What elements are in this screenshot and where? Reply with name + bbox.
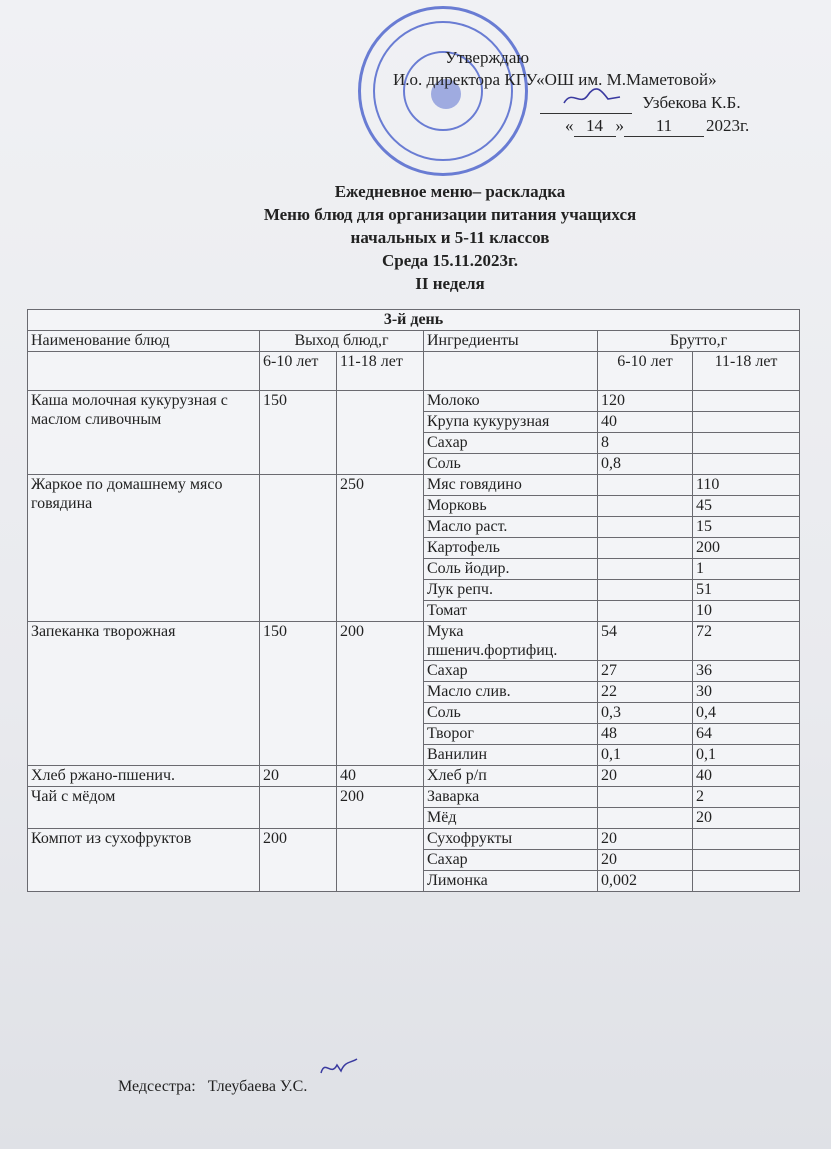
ingredient-name: Соль йодир.	[424, 559, 598, 580]
ingredient-name: Сахар	[424, 433, 598, 454]
age-header-row	[28, 352, 800, 391]
approval-signature-line	[540, 93, 741, 114]
header-output: Выход блюд,г	[260, 331, 424, 352]
header-brutto: Брутто,г	[598, 331, 800, 352]
director-signature-icon	[562, 87, 622, 109]
day-label: 3-й день	[28, 310, 800, 331]
ingredient-name: Сахар	[424, 661, 598, 682]
ingredient-name: Молоко	[424, 391, 598, 412]
header-ingredients: Ингредиенты	[424, 331, 598, 352]
title-line-4: Среда 15.11.2023г.	[381, 251, 519, 270]
dish-name: Хлеб ржано-пшенич.	[28, 766, 260, 787]
title-line-5: II неделя	[415, 274, 485, 293]
ingredient-name: Соль	[424, 703, 598, 724]
brutto-6-10: 120	[598, 391, 693, 412]
brutto-11-18: 2	[693, 787, 800, 808]
brutto-6-10: 0,3	[598, 703, 693, 724]
brutto-6-10	[598, 787, 693, 808]
ingredient-name: Крупа кукурузная	[424, 412, 598, 433]
brutto-11-18: 1	[693, 559, 800, 580]
ingredient-name: Лимонка	[424, 871, 598, 892]
brutto-6-10: 0,8	[598, 454, 693, 475]
brutto-6-10: 40	[598, 412, 693, 433]
dish-name: Каша молочная кукурузная с маслом сливочным	[28, 391, 260, 475]
brutto-11-18	[693, 391, 800, 412]
brutto-11-18: 40	[693, 766, 800, 787]
brutto-11-18: 15	[693, 517, 800, 538]
dish-output-11-18	[337, 829, 424, 892]
ingredient-name: Лук репч.	[424, 580, 598, 601]
brutto-11-18	[693, 433, 800, 454]
brutto-6-10	[598, 580, 693, 601]
dish-output-6-10: 20	[260, 766, 337, 787]
brutto-6-10: 0,1	[598, 745, 693, 766]
brutto-6-10: 20	[598, 829, 693, 850]
dish-output-11-18	[337, 391, 424, 475]
brutto-11-18: 64	[693, 724, 800, 745]
brutto-6-10: 0,002	[598, 871, 693, 892]
dish-output-6-10	[260, 475, 337, 622]
header-empty-dish	[28, 352, 260, 391]
document-title	[0, 180, 831, 295]
ingredient-name: Мяс говядино	[424, 475, 598, 496]
ingredient-name: Соль	[424, 454, 598, 475]
ingredient-name: Мука пшенич.фортифиц.	[424, 622, 598, 661]
dish-output-6-10: 200	[260, 829, 337, 892]
approval-date	[565, 116, 749, 137]
dish-output-6-10: 150	[260, 622, 337, 766]
header-brutto-11-18: 11-18 лет	[693, 352, 800, 391]
header-empty-ingredients	[424, 352, 598, 391]
brutto-6-10	[598, 601, 693, 622]
table-row	[28, 622, 800, 661]
brutto-11-18	[693, 871, 800, 892]
dish-output-11-18: 200	[337, 787, 424, 829]
brutto-6-10: 20	[598, 850, 693, 871]
dish-name: Запеканка творожная	[28, 622, 260, 766]
table-row	[28, 766, 800, 787]
brutto-11-18	[693, 454, 800, 475]
brutto-6-10	[598, 496, 693, 517]
ingredient-name: Томат	[424, 601, 598, 622]
brutto-11-18: 110	[693, 475, 800, 496]
title-line-1: Ежедневное меню– раскладка	[334, 182, 566, 201]
date-year: 2023г.	[706, 116, 750, 135]
table-row	[28, 475, 800, 496]
brutto-6-10: 8	[598, 433, 693, 454]
ingredient-name: Творог	[424, 724, 598, 745]
ingredient-name: Картофель	[424, 538, 598, 559]
brutto-6-10	[598, 517, 693, 538]
ingredient-name: Хлеб р/п	[424, 766, 598, 787]
dish-output-11-18: 250	[337, 475, 424, 622]
brutto-6-10	[598, 808, 693, 829]
header-age-6-10: 6-10 лет	[260, 352, 337, 391]
brutto-6-10: 54	[598, 622, 693, 661]
dish-name: Жаркое по домашнему мясо говядина	[28, 475, 260, 622]
brutto-11-18	[693, 850, 800, 871]
brutto-11-18: 0,4	[693, 703, 800, 724]
dish-output-11-18: 40	[337, 766, 424, 787]
brutto-11-18: 51	[693, 580, 800, 601]
brutto-11-18: 200	[693, 538, 800, 559]
header-brutto-6-10: 6-10 лет	[598, 352, 693, 391]
dish-output-11-18: 200	[337, 622, 424, 766]
date-day: 14	[574, 116, 616, 137]
ingredient-name: Мёд	[424, 808, 598, 829]
table-row	[28, 787, 800, 808]
brutto-6-10: 27	[598, 661, 693, 682]
table-row	[28, 829, 800, 850]
brutto-6-10	[598, 559, 693, 580]
column-header-row	[28, 331, 800, 352]
brutto-11-18: 72	[693, 622, 800, 661]
brutto-11-18	[693, 829, 800, 850]
brutto-11-18: 45	[693, 496, 800, 517]
approval-heading: Утверждаю	[445, 48, 530, 67]
nurse-signature-block	[118, 1065, 361, 1096]
table-row	[28, 391, 800, 412]
brutto-6-10: 22	[598, 682, 693, 703]
header-dish: Наименование блюд	[28, 331, 260, 352]
brutto-11-18: 36	[693, 661, 800, 682]
header-age-11-18: 11-18 лет	[337, 352, 424, 391]
day-header-row	[28, 310, 800, 331]
signature-underline	[540, 93, 632, 114]
ingredient-name: Масло раст.	[424, 517, 598, 538]
date-open-quote: «	[565, 116, 574, 135]
nurse-label: Медсестра:	[118, 1078, 196, 1095]
brutto-11-18: 0,1	[693, 745, 800, 766]
approval-block	[0, 0, 831, 160]
brutto-6-10	[598, 538, 693, 559]
date-month: 11	[624, 116, 704, 137]
ingredient-name: Ванилин	[424, 745, 598, 766]
date-close-quote: »	[615, 116, 624, 135]
dish-output-6-10: 150	[260, 391, 337, 475]
menu-table	[27, 309, 800, 892]
nurse-name: Тлеубаева У.С.	[207, 1078, 308, 1095]
brutto-11-18: 30	[693, 682, 800, 703]
ingredient-name: Сахар	[424, 850, 598, 871]
dish-name: Чай с мёдом	[28, 787, 260, 829]
title-line-3: начальных и 5-11 классов	[350, 228, 550, 247]
dish-output-6-10	[260, 787, 337, 829]
ingredient-name: Сухофрукты	[424, 829, 598, 850]
brutto-6-10: 20	[598, 766, 693, 787]
brutto-11-18: 10	[693, 601, 800, 622]
approval-position: И.о. директора КГУ«ОШ им. М.Маметовой»	[393, 70, 717, 89]
approval-name: Узбекова К.Б.	[642, 93, 741, 112]
brutto-6-10	[598, 475, 693, 496]
ingredient-name: Масло слив.	[424, 682, 598, 703]
brutto-11-18	[693, 412, 800, 433]
brutto-11-18: 20	[693, 808, 800, 829]
ingredient-name: Заварка	[424, 787, 598, 808]
dish-name: Компот из сухофруктов	[28, 829, 260, 892]
nurse-signature-icon	[317, 1055, 361, 1081]
title-line-2: Меню блюд для организации питания учащихся	[263, 205, 637, 224]
brutto-6-10: 48	[598, 724, 693, 745]
ingredient-name: Морковь	[424, 496, 598, 517]
